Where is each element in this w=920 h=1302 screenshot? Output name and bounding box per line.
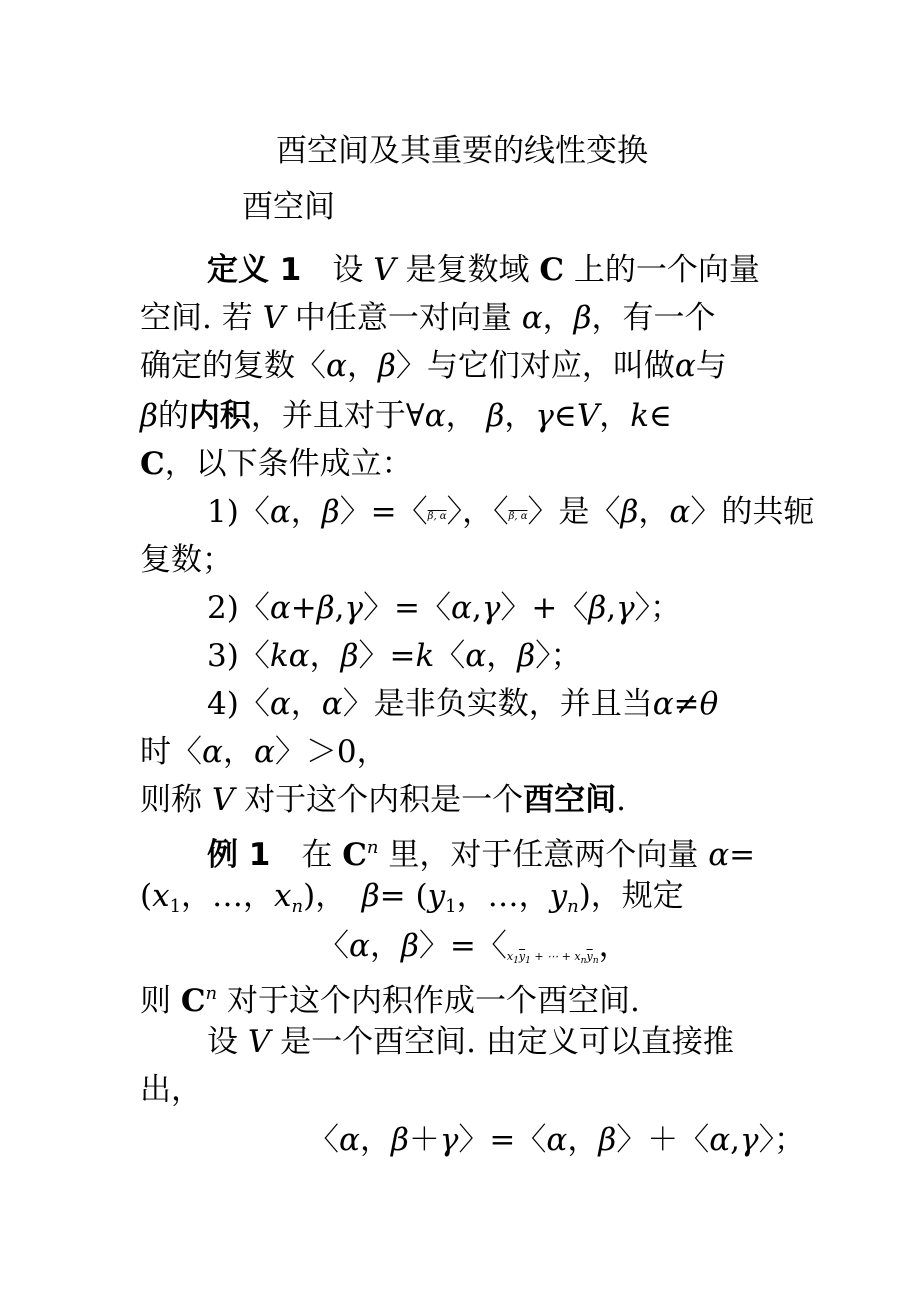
conjugate-small-1: β, α [427,511,447,522]
condition-4: 4)〈α，α〉是非负实数，并且当α≠θ [207,686,719,722]
after-line-1: 设 V 是一个酉空间. 由定义可以直接推 [207,1024,734,1060]
doc-title: 酉空间及其重要的线性变换 [276,133,648,169]
after-formula: 〈α，β＋γ〉=〈α，β〉＋〈α,γ〉； [308,1122,806,1158]
condition-2: 2)〈α+β,γ〉=〈α,γ〉+〈β,γ〉； [207,590,682,626]
example-conclusion: 则 $C^n$ 对于这个内积作成一个酉空间. [140,983,640,1019]
example-line-2: ($x_1$，…，$x_n$)， $\beta= (y_1$，…，$y_n$)，规定 [140,878,684,917]
definition-line-1: 定义 1 设 V 是复数域 C 上的一个向量 [207,252,760,288]
definition-line-5: C，以下条件成立： [140,446,413,482]
condition-1-cont: 复数； [140,542,233,578]
definition-label: 定义 1 [207,252,302,288]
definition-line-3: 确定的复数〈α，β〉与它们对应，叫做α与 [140,348,727,384]
section-heading: 酉空间 [242,189,335,225]
example-label: 例 1 [207,837,271,873]
condition-3: 3)〈kα，β〉=k〈α，β〉； [207,638,582,674]
condition-1: 1)〈α，β〉=〈β, α〉，〈β, α〉是〈β，α〉的共轭 [207,494,815,530]
condition-4-cont: 时〈α，α〉＞0， [140,734,388,770]
definition-line-4: β的内积，并且对于∀α， β，γ∈V，k∈ [140,398,672,434]
formula-small: $x_1\overline{y}_1$ + ⋯ + $x_n\overline{y}_n$ [506,950,599,967]
inner-product-term: 内积 [188,398,251,434]
after-line-2: 出， [140,1072,202,1108]
unitary-space-term: 酉空间 [523,782,617,818]
example-line-1: 例 1 在 $C^n$ 里，对于任意两个向量 α= [207,837,756,873]
definition-line-2: 空间. 若 V 中任意一对向量 α，β，有一个 [140,300,716,336]
conjugate-small-2: β, α [508,511,528,522]
conclusion-line: 则称 V 对于这个内积是一个酉空间. [140,782,626,818]
example-formula: 〈α，β〉=〈$x_1\overline{y}_1$ + ⋯ + $x_n\overline{y}_n$， [318,928,630,967]
